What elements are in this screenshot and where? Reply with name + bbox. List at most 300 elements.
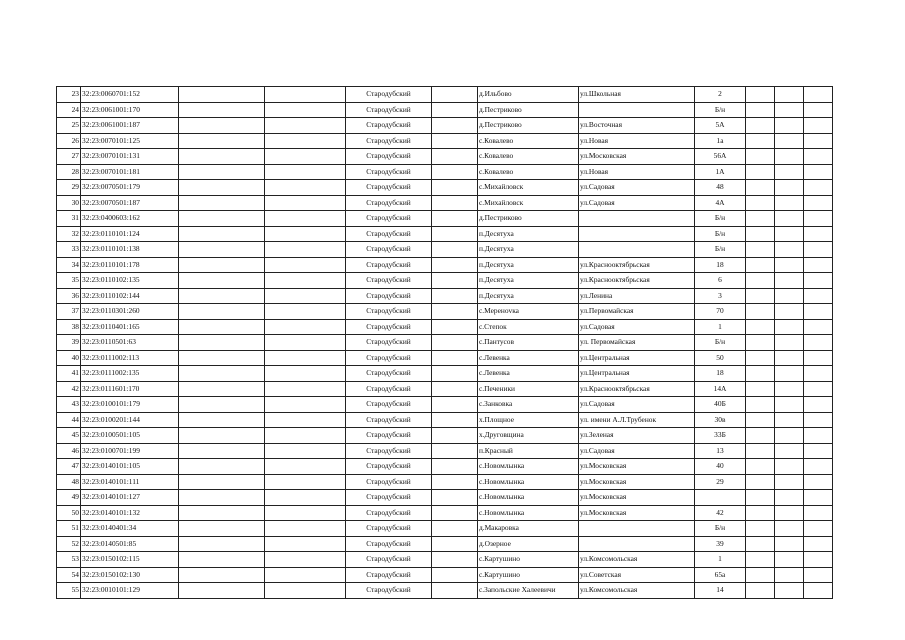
- street-cell: ул. Первомайская: [579, 335, 695, 351]
- cadastral-number-cell: 32:23:0140101:132: [81, 505, 179, 521]
- empty-cell: [265, 567, 346, 583]
- row-number-cell: 49: [57, 490, 81, 506]
- cadastral-number-cell: 32:23:0061001:170: [81, 102, 179, 118]
- street-cell: ул.Московская: [579, 459, 695, 475]
- empty-cell: [746, 428, 775, 444]
- cadastral-number-cell: 32:23:0140101:127: [81, 490, 179, 506]
- empty-cell: [179, 195, 265, 211]
- locality-cell: с.Новомлынка: [478, 459, 579, 475]
- row-number-cell: 26: [57, 133, 81, 149]
- table-row: [57, 443, 833, 459]
- empty-cell: [804, 412, 833, 428]
- street-cell: ул.Первомайская: [579, 304, 695, 320]
- empty-cell: [265, 102, 346, 118]
- street-cell: ул.Восточная: [579, 118, 695, 134]
- street-cell: [579, 521, 695, 537]
- table-row: [57, 397, 833, 413]
- street-cell: ул.Советская: [579, 567, 695, 583]
- empty-cell: [265, 412, 346, 428]
- empty-cell: [179, 397, 265, 413]
- empty-cell: [432, 443, 478, 459]
- empty-cell: [775, 195, 804, 211]
- locality-cell: с.Картушино: [478, 552, 579, 568]
- empty-cell: [804, 319, 833, 335]
- locality-cell: д.Макаровка: [478, 521, 579, 537]
- empty-cell: [775, 335, 804, 351]
- empty-cell: [804, 304, 833, 320]
- locality-cell: с.Михайловск: [478, 180, 579, 196]
- table-row: [57, 536, 833, 552]
- empty-cell: [432, 118, 478, 134]
- house-number-cell: 14: [695, 583, 746, 599]
- table-row: [57, 118, 833, 134]
- street-cell: ул.Комсомольская: [579, 583, 695, 599]
- empty-cell: [775, 211, 804, 227]
- empty-cell: [265, 366, 346, 382]
- cadastral-number-cell: 32:23:0140401:34: [81, 521, 179, 537]
- empty-cell: [432, 226, 478, 242]
- cadastral-number-cell: 32:23:0140101:111: [81, 474, 179, 490]
- empty-cell: [432, 350, 478, 366]
- empty-cell: [179, 304, 265, 320]
- row-number-cell: 42: [57, 381, 81, 397]
- row-number-cell: 51: [57, 521, 81, 537]
- empty-cell: [179, 273, 265, 289]
- empty-cell: [775, 459, 804, 475]
- row-number-cell: 36: [57, 288, 81, 304]
- empty-cell: [746, 118, 775, 134]
- empty-cell: [746, 195, 775, 211]
- empty-cell: [265, 164, 346, 180]
- empty-cell: [804, 102, 833, 118]
- empty-cell: [179, 242, 265, 258]
- street-cell: ул.Комсомольская: [579, 552, 695, 568]
- empty-cell: [775, 288, 804, 304]
- empty-cell: [432, 567, 478, 583]
- empty-cell: [746, 133, 775, 149]
- empty-cell: [804, 459, 833, 475]
- house-number-cell: [695, 490, 746, 506]
- empty-cell: [775, 428, 804, 444]
- empty-cell: [746, 536, 775, 552]
- empty-cell: [265, 180, 346, 196]
- district-cell: Стародубский: [346, 381, 432, 397]
- house-number-cell: 40Б: [695, 397, 746, 413]
- row-number-cell: 25: [57, 118, 81, 134]
- house-number-cell: 6: [695, 273, 746, 289]
- district-cell: Стародубский: [346, 180, 432, 196]
- locality-cell: п.Красный: [478, 443, 579, 459]
- empty-cell: [265, 87, 346, 103]
- empty-cell: [775, 505, 804, 521]
- house-number-cell: 48: [695, 180, 746, 196]
- empty-cell: [432, 505, 478, 521]
- house-number-cell: 33Б: [695, 428, 746, 444]
- house-number-cell: 1: [695, 319, 746, 335]
- empty-cell: [804, 552, 833, 568]
- table-row: [57, 242, 833, 258]
- district-cell: Стародубский: [346, 133, 432, 149]
- locality-cell: д.Ильбово: [478, 87, 579, 103]
- empty-cell: [804, 536, 833, 552]
- empty-cell: [265, 474, 346, 490]
- house-number-cell: 1: [695, 552, 746, 568]
- table-row: [57, 87, 833, 103]
- street-cell: ул.Зеленая: [579, 428, 695, 444]
- empty-cell: [775, 397, 804, 413]
- empty-cell: [265, 381, 346, 397]
- district-cell: Стародубский: [346, 567, 432, 583]
- empty-cell: [265, 505, 346, 521]
- empty-cell: [432, 583, 478, 599]
- house-number-cell: 4А: [695, 195, 746, 211]
- empty-cell: [746, 381, 775, 397]
- empty-cell: [775, 490, 804, 506]
- street-cell: ул.Московская: [579, 490, 695, 506]
- empty-cell: [804, 226, 833, 242]
- district-cell: Стародубский: [346, 87, 432, 103]
- empty-cell: [179, 536, 265, 552]
- empty-cell: [775, 536, 804, 552]
- empty-cell: [746, 335, 775, 351]
- empty-cell: [746, 350, 775, 366]
- empty-cell: [432, 273, 478, 289]
- empty-cell: [265, 583, 346, 599]
- district-cell: Стародубский: [346, 304, 432, 320]
- cadastral-number-cell: 32:23:0100101:179: [81, 397, 179, 413]
- register-table-body: [57, 87, 833, 599]
- house-number-cell: 18: [695, 257, 746, 273]
- table-row: [57, 552, 833, 568]
- table-row: [57, 428, 833, 444]
- locality-cell: с.Новомлынка: [478, 490, 579, 506]
- empty-cell: [179, 102, 265, 118]
- locality-cell: с.Картушино: [478, 567, 579, 583]
- empty-cell: [265, 304, 346, 320]
- street-cell: ул.Центральная: [579, 350, 695, 366]
- empty-cell: [804, 164, 833, 180]
- empty-cell: [746, 242, 775, 258]
- street-cell: [579, 102, 695, 118]
- district-cell: Стародубский: [346, 490, 432, 506]
- empty-cell: [179, 118, 265, 134]
- row-number-cell: 39: [57, 335, 81, 351]
- street-cell: ул.Ленина: [579, 288, 695, 304]
- row-number-cell: 33: [57, 242, 81, 258]
- house-number-cell: 56А: [695, 149, 746, 165]
- district-cell: Стародубский: [346, 366, 432, 382]
- empty-cell: [265, 288, 346, 304]
- district-cell: Стародубский: [346, 443, 432, 459]
- cadastral-number-cell: 32:23:0110102:144: [81, 288, 179, 304]
- empty-cell: [432, 242, 478, 258]
- empty-cell: [179, 319, 265, 335]
- empty-cell: [804, 350, 833, 366]
- house-number-cell: 42: [695, 505, 746, 521]
- empty-cell: [179, 149, 265, 165]
- cadastral-number-cell: 32:23:0070101:181: [81, 164, 179, 180]
- row-number-cell: 53: [57, 552, 81, 568]
- district-cell: Стародубский: [346, 335, 432, 351]
- empty-cell: [265, 273, 346, 289]
- empty-cell: [746, 211, 775, 227]
- district-cell: Стародубский: [346, 164, 432, 180]
- empty-cell: [265, 242, 346, 258]
- table-row: [57, 257, 833, 273]
- empty-cell: [432, 164, 478, 180]
- cadastral-number-cell: 32:23:0110501:63: [81, 335, 179, 351]
- empty-cell: [746, 273, 775, 289]
- house-number-cell: Б/н: [695, 102, 746, 118]
- empty-cell: [775, 443, 804, 459]
- empty-cell: [775, 304, 804, 320]
- empty-cell: [775, 273, 804, 289]
- street-cell: ул.Центральная: [579, 366, 695, 382]
- empty-cell: [265, 428, 346, 444]
- empty-cell: [775, 474, 804, 490]
- locality-cell: х.Друговщина: [478, 428, 579, 444]
- empty-cell: [775, 412, 804, 428]
- table-row: [57, 521, 833, 537]
- street-cell: ул.Садовая: [579, 180, 695, 196]
- district-cell: Стародубский: [346, 474, 432, 490]
- empty-cell: [775, 552, 804, 568]
- empty-cell: [432, 102, 478, 118]
- empty-cell: [432, 257, 478, 273]
- cadastral-number-cell: 32:23:0150102:130: [81, 567, 179, 583]
- row-number-cell: 30: [57, 195, 81, 211]
- empty-cell: [432, 521, 478, 537]
- cadastral-number-cell: 32:23:0100701:199: [81, 443, 179, 459]
- empty-cell: [775, 87, 804, 103]
- cadastral-number-cell: 32:23:0111002:135: [81, 366, 179, 382]
- district-cell: Стародубский: [346, 536, 432, 552]
- street-cell: ул.Московская: [579, 505, 695, 521]
- empty-cell: [775, 350, 804, 366]
- locality-cell: с.Степок: [478, 319, 579, 335]
- street-cell: [579, 536, 695, 552]
- empty-cell: [432, 304, 478, 320]
- cadastral-number-cell: 32:23:0060701:152: [81, 87, 179, 103]
- locality-cell: д.Озерное: [478, 536, 579, 552]
- empty-cell: [746, 366, 775, 382]
- empty-cell: [432, 474, 478, 490]
- empty-cell: [179, 180, 265, 196]
- district-cell: Стародубский: [346, 521, 432, 537]
- empty-cell: [775, 118, 804, 134]
- empty-cell: [804, 583, 833, 599]
- street-cell: [579, 211, 695, 227]
- table-row: [57, 350, 833, 366]
- house-number-cell: 40: [695, 459, 746, 475]
- empty-cell: [179, 211, 265, 227]
- locality-cell: с.Левенка: [478, 366, 579, 382]
- locality-cell: п.Десятуха: [478, 273, 579, 289]
- house-number-cell: Б/н: [695, 226, 746, 242]
- table-row: [57, 211, 833, 227]
- row-number-cell: 40: [57, 350, 81, 366]
- row-number-cell: 37: [57, 304, 81, 320]
- empty-cell: [179, 350, 265, 366]
- row-number-cell: 24: [57, 102, 81, 118]
- empty-cell: [746, 149, 775, 165]
- empty-cell: [179, 133, 265, 149]
- locality-cell: с.Ковалево: [478, 164, 579, 180]
- locality-cell: д.Пестриково: [478, 211, 579, 227]
- table-row: [57, 366, 833, 382]
- empty-cell: [432, 536, 478, 552]
- empty-cell: [746, 180, 775, 196]
- locality-cell: с.Ковалево: [478, 133, 579, 149]
- district-cell: Стародубский: [346, 257, 432, 273]
- table-row: [57, 133, 833, 149]
- cadastral-number-cell: 32:23:0400603:162: [81, 211, 179, 227]
- empty-cell: [804, 180, 833, 196]
- empty-cell: [775, 102, 804, 118]
- table-row: [57, 583, 833, 599]
- table-row: [57, 304, 833, 320]
- table-row: [57, 226, 833, 242]
- cadastral-number-cell: 32:23:0110101:178: [81, 257, 179, 273]
- row-number-cell: 32: [57, 226, 81, 242]
- locality-cell: с.Занковка: [478, 397, 579, 413]
- empty-cell: [265, 350, 346, 366]
- table-row: [57, 412, 833, 428]
- row-number-cell: 35: [57, 273, 81, 289]
- empty-cell: [432, 335, 478, 351]
- empty-cell: [746, 164, 775, 180]
- street-cell: ул.Московская: [579, 474, 695, 490]
- empty-cell: [432, 180, 478, 196]
- street-cell: ул. имени А.Л.Трубенок: [579, 412, 695, 428]
- house-number-cell: 5А: [695, 118, 746, 134]
- locality-cell: п.Десятуха: [478, 288, 579, 304]
- table-row: [57, 459, 833, 475]
- table-row: [57, 164, 833, 180]
- district-cell: Стародубский: [346, 149, 432, 165]
- table-row: [57, 335, 833, 351]
- empty-cell: [179, 505, 265, 521]
- cadastral-number-cell: 32:23:0140501:85: [81, 536, 179, 552]
- cadastral-number-cell: 32:23:0100201:144: [81, 412, 179, 428]
- cadastral-number-cell: 32:23:0010101:129: [81, 583, 179, 599]
- cadastral-number-cell: 32:23:0070501:179: [81, 180, 179, 196]
- empty-cell: [179, 583, 265, 599]
- row-number-cell: 31: [57, 211, 81, 227]
- table-row: [57, 273, 833, 289]
- cadastral-number-cell: 32:23:0111002:113: [81, 350, 179, 366]
- empty-cell: [432, 366, 478, 382]
- empty-cell: [179, 412, 265, 428]
- district-cell: Стародубский: [346, 397, 432, 413]
- row-number-cell: 28: [57, 164, 81, 180]
- street-cell: ул.Новая: [579, 133, 695, 149]
- empty-cell: [179, 428, 265, 444]
- cadastral-number-cell: 32:23:0111601:170: [81, 381, 179, 397]
- empty-cell: [265, 195, 346, 211]
- empty-cell: [432, 552, 478, 568]
- district-cell: Стародубский: [346, 583, 432, 599]
- empty-cell: [265, 459, 346, 475]
- empty-cell: [804, 288, 833, 304]
- house-number-cell: 39: [695, 536, 746, 552]
- empty-cell: [179, 490, 265, 506]
- district-cell: Стародубский: [346, 459, 432, 475]
- street-cell: ул.Московская: [579, 149, 695, 165]
- empty-cell: [775, 366, 804, 382]
- table-row: [57, 319, 833, 335]
- house-number-cell: 29: [695, 474, 746, 490]
- cadastral-number-cell: 32:23:0061001:187: [81, 118, 179, 134]
- empty-cell: [804, 87, 833, 103]
- locality-cell: п.Десятуха: [478, 242, 579, 258]
- locality-cell: с.Левенка: [478, 350, 579, 366]
- empty-cell: [804, 521, 833, 537]
- empty-cell: [746, 583, 775, 599]
- empty-cell: [804, 366, 833, 382]
- district-cell: Стародубский: [346, 195, 432, 211]
- empty-cell: [746, 226, 775, 242]
- district-cell: Стародубский: [346, 350, 432, 366]
- empty-cell: [775, 242, 804, 258]
- row-number-cell: 50: [57, 505, 81, 521]
- empty-cell: [265, 149, 346, 165]
- district-cell: Стародубский: [346, 552, 432, 568]
- table-row: [57, 505, 833, 521]
- empty-cell: [265, 133, 346, 149]
- empty-cell: [432, 149, 478, 165]
- locality-cell: с.Новомлынка: [478, 505, 579, 521]
- house-number-cell: Б/н: [695, 335, 746, 351]
- empty-cell: [804, 211, 833, 227]
- row-number-cell: 38: [57, 319, 81, 335]
- empty-cell: [804, 474, 833, 490]
- row-number-cell: 23: [57, 87, 81, 103]
- district-cell: Стародубский: [346, 428, 432, 444]
- empty-cell: [179, 288, 265, 304]
- cadastral-number-cell: 32:23:0070101:125: [81, 133, 179, 149]
- locality-cell: п.Десятуха: [478, 257, 579, 273]
- empty-cell: [265, 335, 346, 351]
- empty-cell: [746, 397, 775, 413]
- empty-cell: [746, 304, 775, 320]
- empty-cell: [432, 288, 478, 304]
- house-number-cell: 13: [695, 443, 746, 459]
- district-cell: Стародубский: [346, 211, 432, 227]
- house-number-cell: 18: [695, 366, 746, 382]
- empty-cell: [746, 102, 775, 118]
- house-number-cell: 14А: [695, 381, 746, 397]
- empty-cell: [265, 490, 346, 506]
- empty-cell: [746, 319, 775, 335]
- district-cell: Стародубский: [346, 319, 432, 335]
- empty-cell: [746, 459, 775, 475]
- street-cell: [579, 226, 695, 242]
- row-number-cell: 27: [57, 149, 81, 165]
- row-number-cell: 43: [57, 397, 81, 413]
- empty-cell: [265, 552, 346, 568]
- row-number-cell: 46: [57, 443, 81, 459]
- empty-cell: [265, 319, 346, 335]
- empty-cell: [775, 381, 804, 397]
- row-number-cell: 52: [57, 536, 81, 552]
- cadastral-number-cell: 32:23:0110301:260: [81, 304, 179, 320]
- empty-cell: [432, 195, 478, 211]
- empty-cell: [775, 583, 804, 599]
- empty-cell: [179, 164, 265, 180]
- house-number-cell: 50: [695, 350, 746, 366]
- empty-cell: [804, 133, 833, 149]
